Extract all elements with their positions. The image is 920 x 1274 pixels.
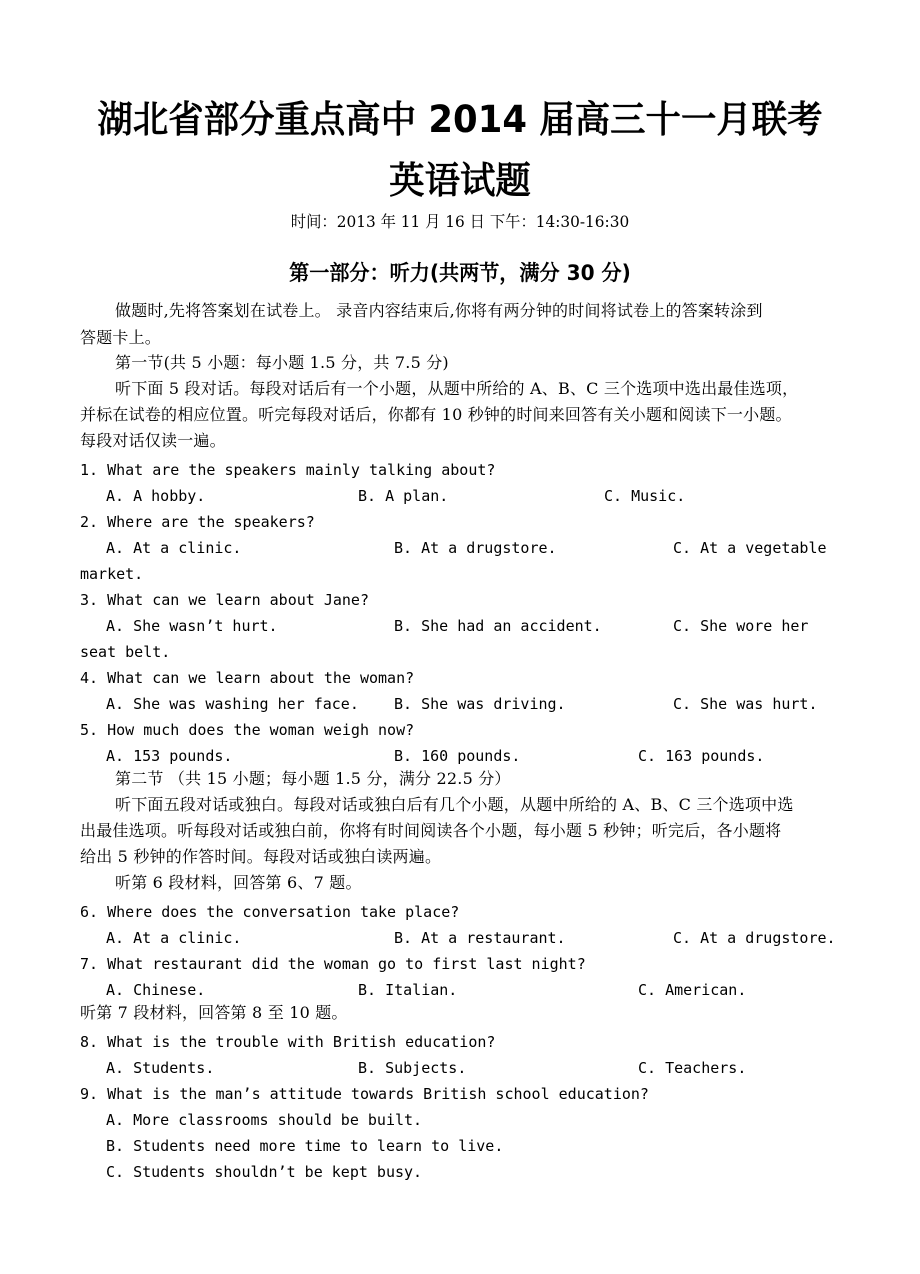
option-c: C. She was hurt. xyxy=(673,695,818,713)
section1-instruction: 每段对话仅读一遍。 xyxy=(80,431,226,450)
option-c: C. At a drugstore. xyxy=(673,929,836,947)
question-text: 6. Where does the conversation take place? xyxy=(80,903,460,921)
option-b: B. A plan. xyxy=(358,487,449,505)
option-c: C. 163 pounds. xyxy=(638,747,765,765)
option-a: A. More classrooms should be built. xyxy=(106,1111,423,1129)
option-c: C. Teachers. xyxy=(638,1059,747,1077)
section1-instruction: 听下面 5 段对话。每段对话后有一个小题，从题中所给的 A、B、C 三个选项中选出最佳选项， xyxy=(115,379,799,398)
option-b: B. Italian. xyxy=(358,981,458,999)
option-b: B. 160 pounds. xyxy=(394,747,521,765)
section2-title: 第二节 （共 15 小题；每小题 1.5 分，满分 22.5 分） xyxy=(115,769,511,788)
section2-instruction: 出最佳选项。听每段对话或独白前，你将有时间阅读各个小题，每小题 5 秒钟；听完后，各小题将 xyxy=(80,821,782,840)
intro-line: 答题卡上。 xyxy=(80,328,162,347)
section1-title: 第一节(共 5 小题：每小题 1.5 分，共 7.5 分) xyxy=(115,353,449,372)
option-c: C. American. xyxy=(638,981,747,999)
option-c: C. Students shouldn’t be kept busy. xyxy=(106,1163,423,1181)
option-a: A. At a clinic. xyxy=(106,929,242,947)
option-b: B. Students need more time to learn to live. xyxy=(106,1137,504,1155)
question-text: 8. What is the trouble with British education? xyxy=(80,1033,496,1051)
intro-line: 做题时,先将答案划在试卷上。 录音内容结束后,你将有两分钟的时间将试卷上的答案转涂到 xyxy=(115,301,763,320)
option-a: A. At a clinic. xyxy=(106,539,242,557)
section2-instruction: 给出 5 秒钟的作答时间。每段对话或独白读两遍。 xyxy=(80,847,442,866)
material-heading: 听第 6 段材料，回答第 6、7 题。 xyxy=(115,873,362,892)
question-text: 4. What can we learn about the woman? xyxy=(80,669,415,687)
section2-instruction: 听下面五段对话或独白。每段对话或独白后有几个小题，从题中所给的 A、B、C 三个选项中选 xyxy=(115,795,794,814)
question-text: 7. What restaurant did the woman go to first last night? xyxy=(80,955,586,973)
option-a: A. She wasn’t hurt. xyxy=(106,617,278,635)
question-text: 3. What can we learn about Jane? xyxy=(80,591,369,609)
option-a: A. She was washing her face. xyxy=(106,695,359,713)
exam-title: 湖北省部分重点高中 2014 届高三十一月联考 xyxy=(97,98,823,141)
question-text: 5. How much does the woman weigh now? xyxy=(80,721,415,739)
question-text: 2. Where are the speakers? xyxy=(80,513,315,531)
option-b: B. She was driving. xyxy=(394,695,566,713)
exam-time: 时间：2013 年 11 月 16 日 下午：14:30-16:30 xyxy=(290,212,630,231)
option-c: C. She wore her xyxy=(673,617,809,635)
section1-instruction: 并标在试卷的相应位置。听完每段对话后，你都有 10 秒钟的时间来回答有关小题和阅读下一小题。 xyxy=(80,405,792,424)
option-continuation: seat belt. xyxy=(80,643,171,661)
option-a: A. Chinese. xyxy=(106,981,206,999)
option-b: B. She had an accident. xyxy=(394,617,602,635)
option-c: C. Music. xyxy=(604,487,686,505)
exam-subtitle: 英语试题 xyxy=(389,159,531,202)
part1-title: 第一部分：听力(共两节，满分 30 分) xyxy=(289,261,631,285)
question-text: 9. What is the man’s attitude towards British school education? xyxy=(80,1085,649,1103)
material-heading: 听第 7 段材料，回答第 8 至 10 题。 xyxy=(80,1003,348,1022)
option-b: B. Subjects. xyxy=(358,1059,467,1077)
option-a: A. A hobby. xyxy=(106,487,206,505)
option-a: A. Students. xyxy=(106,1059,215,1077)
option-c: C. At a vegetable xyxy=(673,539,827,557)
option-b: B. At a restaurant. xyxy=(394,929,566,947)
option-b: B. At a drugstore. xyxy=(394,539,557,557)
option-a: A. 153 pounds. xyxy=(106,747,233,765)
question-text: 1. What are the speakers mainly talking about? xyxy=(80,461,496,479)
option-continuation: market. xyxy=(80,565,144,583)
